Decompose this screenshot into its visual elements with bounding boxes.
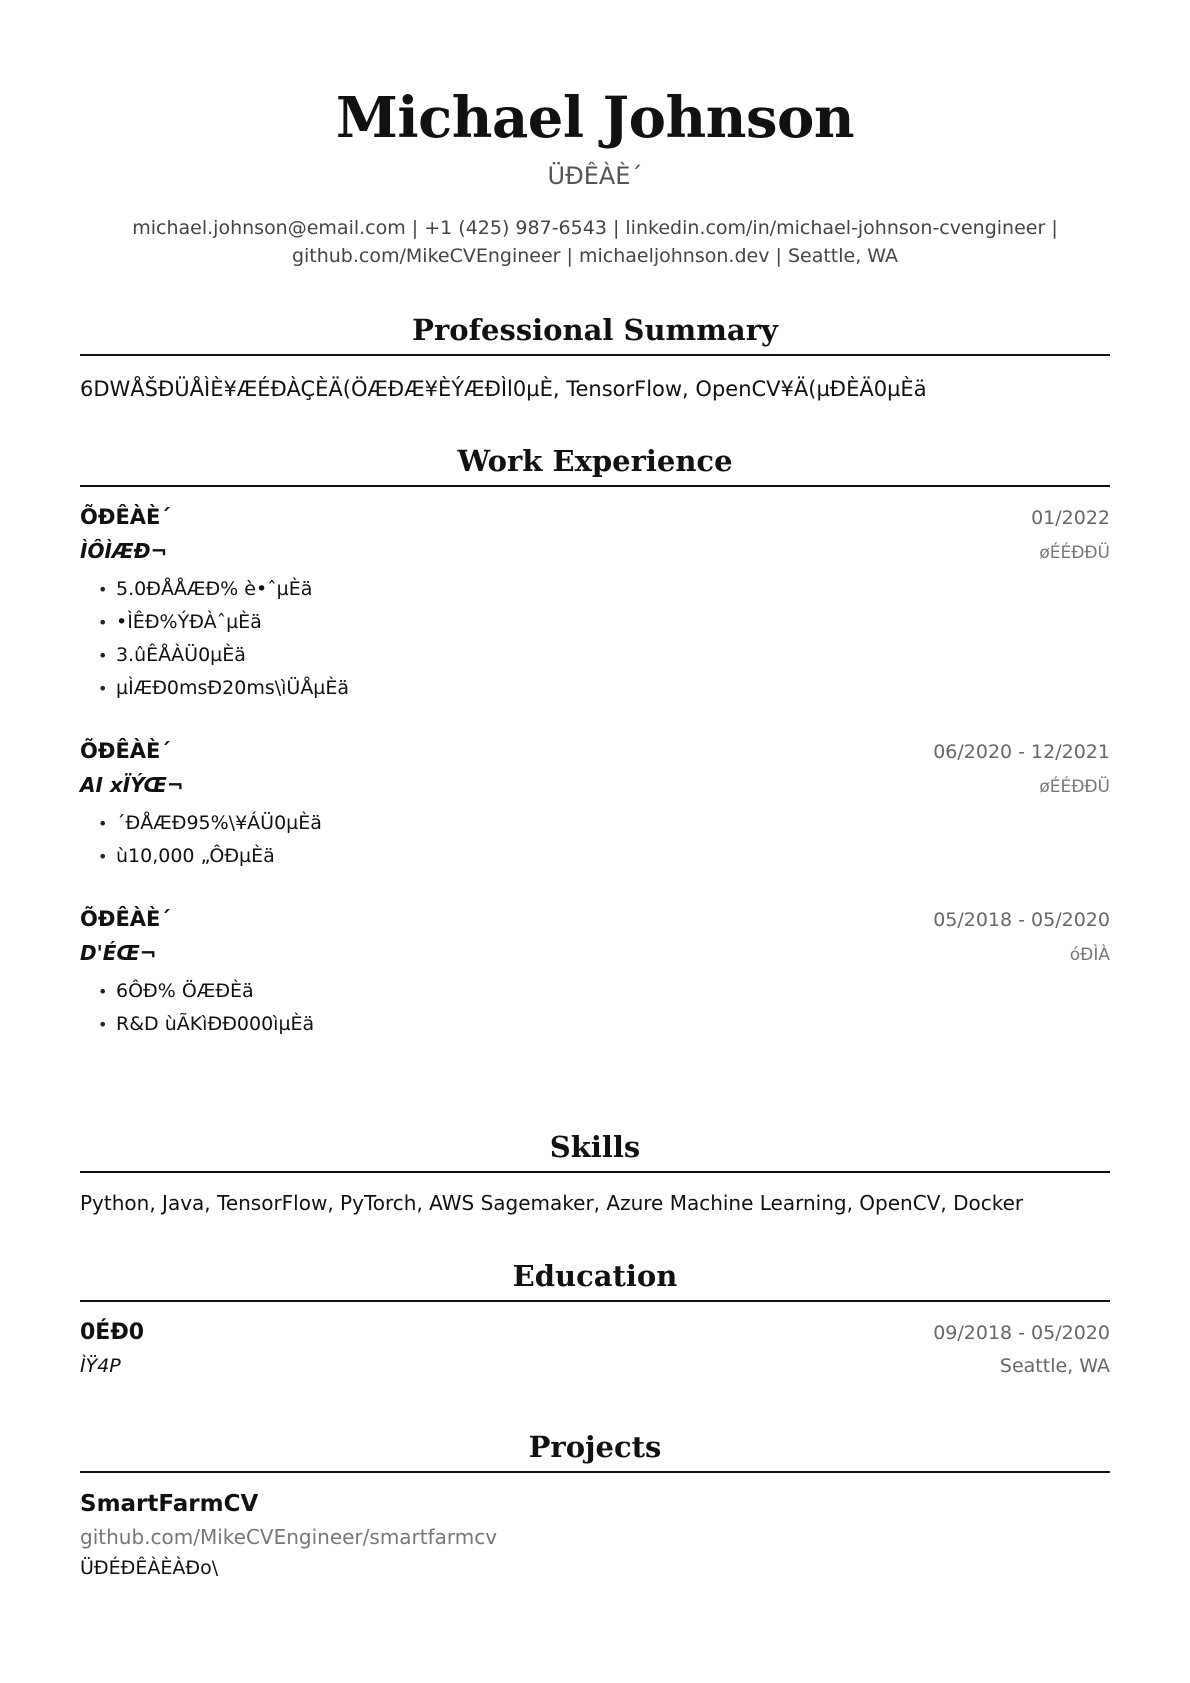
contact-website[interactable]: michaeljohnson.dev bbox=[578, 245, 770, 267]
candidate-title: ÜÐÊÀÈ´ bbox=[547, 162, 643, 190]
skills-section bbox=[80, 1129, 1110, 1215]
bullet-item: • ù10,000 „ÔÐµÈä bbox=[116, 840, 1110, 873]
experience-section bbox=[80, 443, 1110, 1041]
bullet-item: • R&D ùÃKìÐÐ000ìµÈä bbox=[116, 1008, 1110, 1041]
bullet-item: • ´ÐÅÆÐ95%\¥ÁÜ0µÈä bbox=[116, 807, 1110, 840]
job-location: øÉÉÐÐÜ bbox=[1039, 777, 1110, 797]
contact-linkedin[interactable]: linkedin.com/in/michael-johnson-cvengineer bbox=[625, 217, 1046, 239]
job-date: 06/2020 - 12/2021 bbox=[933, 741, 1110, 763]
summary-section bbox=[80, 312, 1110, 404]
company-name: AI xÏÝŒ¬ bbox=[80, 773, 184, 797]
project-link[interactable]: github.com/MikeCVEngineer/smartfarmcv bbox=[80, 1525, 498, 1549]
section-heading: Professional Summary bbox=[80, 312, 1110, 356]
contact-separator: | bbox=[775, 245, 782, 267]
school-name: 0ÉÐ0 bbox=[80, 1320, 145, 1345]
candidate-name: Michael Johnson bbox=[335, 85, 855, 151]
company-name: D'ÉŒ¬ bbox=[80, 941, 157, 965]
job-title: ÕÐÊÀÈ´ bbox=[80, 739, 171, 763]
skills-list: Python, Java, TensorFlow, PyTorch, AWS Sagemaker, Azure Machine Learning, OpenCV, Docker bbox=[80, 1191, 1024, 1215]
bullet-item: • 3.ûÊÅÀÜ0µÈä bbox=[116, 639, 1110, 672]
education-section bbox=[80, 1258, 1110, 1377]
contact-separator: | bbox=[1051, 217, 1058, 239]
bullet-item: • 6ÔÐ% ÖÆÐÈä bbox=[116, 975, 1110, 1008]
job-bullets bbox=[80, 807, 1110, 873]
section-heading: Work Experience bbox=[80, 443, 1110, 487]
job-entry bbox=[80, 907, 1110, 1041]
summary-text: 6DWÅŠÐÜÅÌÈ¥ÆÉÐÀÇÈÄ(ÖÆÐÆ¥ÈÝÆÐÌl0µÈ, TensorFlow, OpenCV¥Ä(µÐÈÄ0µÈä bbox=[80, 377, 927, 401]
section-heading: Skills bbox=[80, 1129, 1110, 1173]
job-bullets bbox=[80, 573, 1110, 705]
section-heading: Education bbox=[80, 1258, 1110, 1302]
contact-github[interactable]: github.com/MikeCVEngineer bbox=[291, 245, 561, 267]
contact-info bbox=[0, 214, 1190, 270]
contact-location: Seattle, WA bbox=[787, 245, 899, 267]
contact-phone[interactable]: +1 (425) 987-6543 bbox=[424, 217, 607, 239]
project-name: SmartFarmCV bbox=[80, 1491, 259, 1517]
bullet-item: • µÌÆÐ0msÐ20ms\ìÜÅµÈä bbox=[116, 672, 1110, 705]
contact-separator: | bbox=[411, 217, 419, 239]
projects-section bbox=[80, 1429, 1110, 1579]
job-title: ÕÐÊÀÈ´ bbox=[80, 907, 171, 931]
contact-email[interactable]: michael.johnson@email.com bbox=[132, 217, 406, 239]
section-heading: Projects bbox=[80, 1429, 1110, 1473]
resume-header bbox=[0, 80, 1190, 270]
bullet-item: • 5.0ÐÅÅÆÐ% è•ˆµÈä bbox=[116, 573, 1110, 606]
education-location: Seattle, WA bbox=[999, 1355, 1110, 1377]
degree: ÌŸ4P bbox=[80, 1355, 121, 1377]
job-title: ÕÐÊÀÈ´ bbox=[80, 505, 171, 529]
job-entry bbox=[80, 505, 1110, 705]
bullet-item: • •ÌÊÐ%ÝÐÀˆµÈä bbox=[116, 606, 1110, 639]
education-date: 09/2018 - 05/2020 bbox=[933, 1322, 1110, 1344]
job-bullets bbox=[80, 975, 1110, 1041]
job-date: 01/2022 bbox=[1031, 507, 1110, 529]
contact-separator: | bbox=[612, 217, 620, 239]
company-name: ÌÔÌÆÐ¬ bbox=[80, 539, 168, 563]
job-location: óÐÌÀ bbox=[1069, 945, 1110, 965]
job-date: 05/2018 - 05/2020 bbox=[933, 909, 1110, 931]
project-description: ÜÐÉÐÊÀÈÀÐo\ bbox=[80, 1557, 219, 1579]
job-location: øÉÉÐÐÜ bbox=[1039, 543, 1110, 563]
contact-separator: | bbox=[566, 245, 573, 267]
job-entry bbox=[80, 739, 1110, 873]
